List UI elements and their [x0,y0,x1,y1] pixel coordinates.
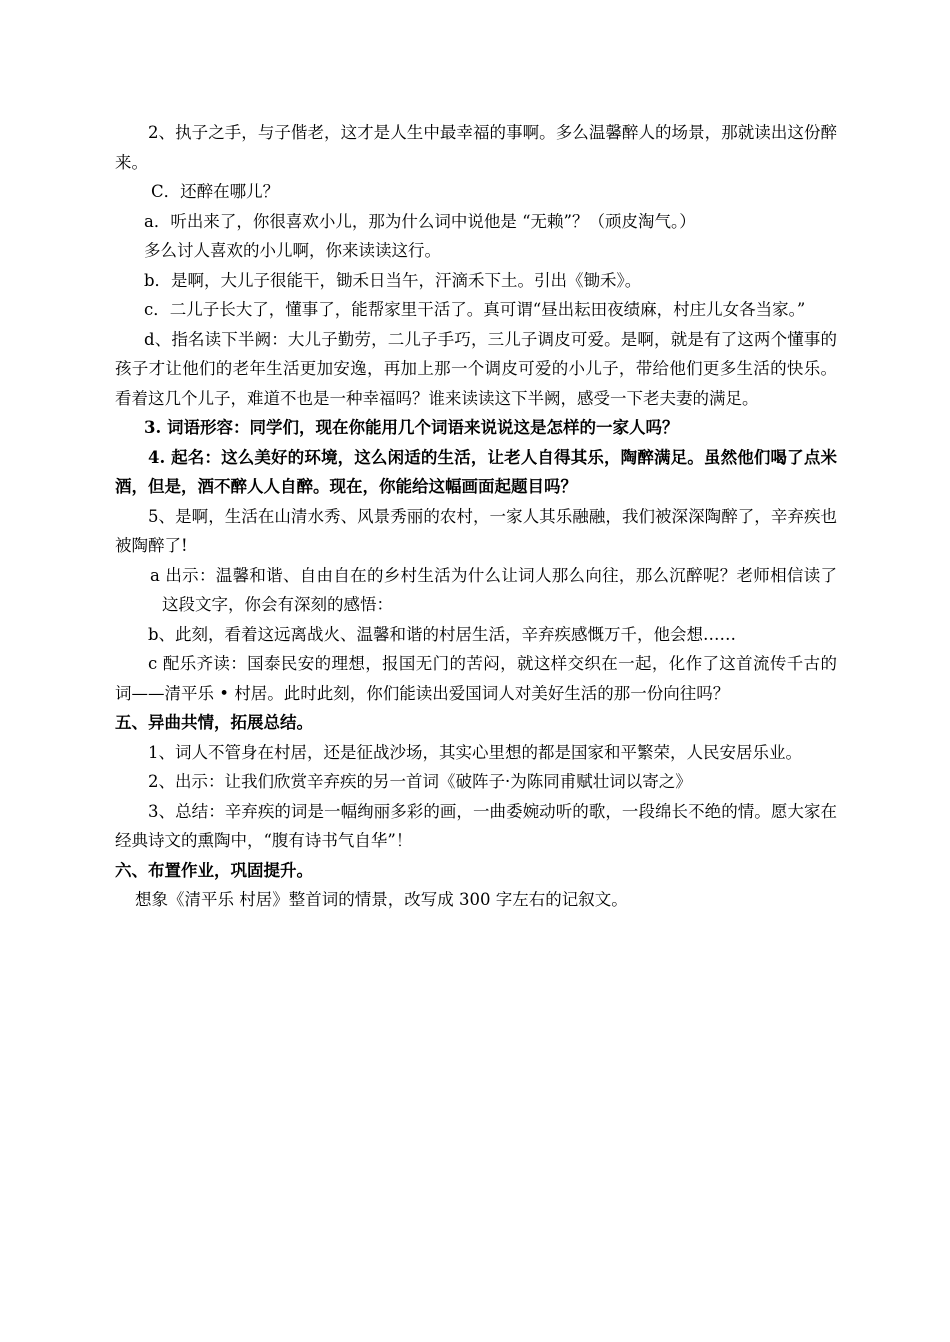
paragraph-2-another-poem: 2、出示：让我们欣赏辛弃疾的另一首词《破阵子·为陈同甫赋壮词以寄之》 [148,772,692,791]
paragraph-2-hold-hands: 2、执子之手，与子偕老，这才是人生中最幸福的事啊。多么温馨醉人的场景，那就读出这份醉来。 [115,123,837,172]
document-body [115,118,837,915]
paragraph-d-second-half: d、指名读下半阙：大儿子勤劳，二儿子手巧，三儿子调皮可爱。是啊，就是有了这两个懂事的孩子才让他们的老年生活更加安逸，再加上那一个调皮可爱的小儿子，带给他们更多生活的快乐。看着这几个儿子，难道不也是一种幸福吗？谁来读读这下半阙，感受一下老夫妻的满足。 [115,329,837,408]
paragraph-c-music-reading: c 配乐齐读：国泰民安的理想，报国无门的苦闷，就这样交织在一起，化作了这首流传千古的词——清平乐 • 村居。此时此刻，你们能读出爱国词人对美好生活的那一份向往吗？ [115,654,837,703]
section-heading-five: 五、异曲共情，拓展总结。 [115,713,313,732]
section-heading-six: 六、布置作业，巩固提升。 [115,860,313,880]
paragraph-3-describe-words: 3. 词语形容：同学们，现在你能用几个词语来说说这是怎样的一家人吗？ [144,418,679,437]
paragraph-read-line: 多么讨人喜欢的小儿啊，你来读读这行。 [144,241,441,260]
paragraph-homework: 想象《清平乐 村居》整首词的情景，改写成 300 字左右的记叙文。 [135,890,628,909]
paragraph-1-poet-thoughts: 1、词人不管身在村居，还是征战沙场，其实心里想的都是国家和平繁荣，人民安居乐业。 [148,742,802,762]
paragraph-c-where-drunk: C．还醉在哪儿？ [151,182,280,201]
paragraph-a-show-text: a 出示：温馨和谐、自由自在的乡村生活为什么让词人那么向往，那么沉醉呢？老师相信读了这段文字，你会有深刻的感悟： [150,565,837,614]
paragraph-a-wulai: a．听出来了，你很喜欢小儿，那为什么词中说他是 “无赖”？（顽皮淘气。） [144,211,696,231]
paragraph-3-summary: 3、总结：辛弃疾的词是一幅绚丽多彩的画，一曲委婉动听的歌，一段绵长不绝的情。愿大家在经典诗文的熏陶中，“腹有诗书气自华”！ [115,801,837,850]
paragraph-4-give-title: 4. 起名：这么美好的环境，这么闲适的生活，让老人自得其乐，陶醉满足。虽然他们喝了点米酒，但是，酒不醉人人自醉。现在，你能给这幅画面起题目吗？ [115,447,837,496]
paragraph-b-eldest-son: b．是啊，大儿子很能干，锄禾日当午，汗滴禾下土。引出《锄禾》。 [144,270,642,290]
paragraph-c-second-son: c．二儿子长大了，懂事了，能帮家里干活了。真可谓“昼出耘田夜绩麻，村庄儿女各当家。” [144,300,806,319]
paragraph-5-intoxicated: 5、是啊，生活在山清水秀、风景秀丽的农村，一家人其乐融融，我们被深深陶醉了，辛弃疾也被陶醉了! [115,506,837,555]
paragraph-b-this-moment: b、此刻，看着这远离战火、温馨和谐的村居生活，辛弃疾感慨万千，他会想…… [148,624,737,644]
